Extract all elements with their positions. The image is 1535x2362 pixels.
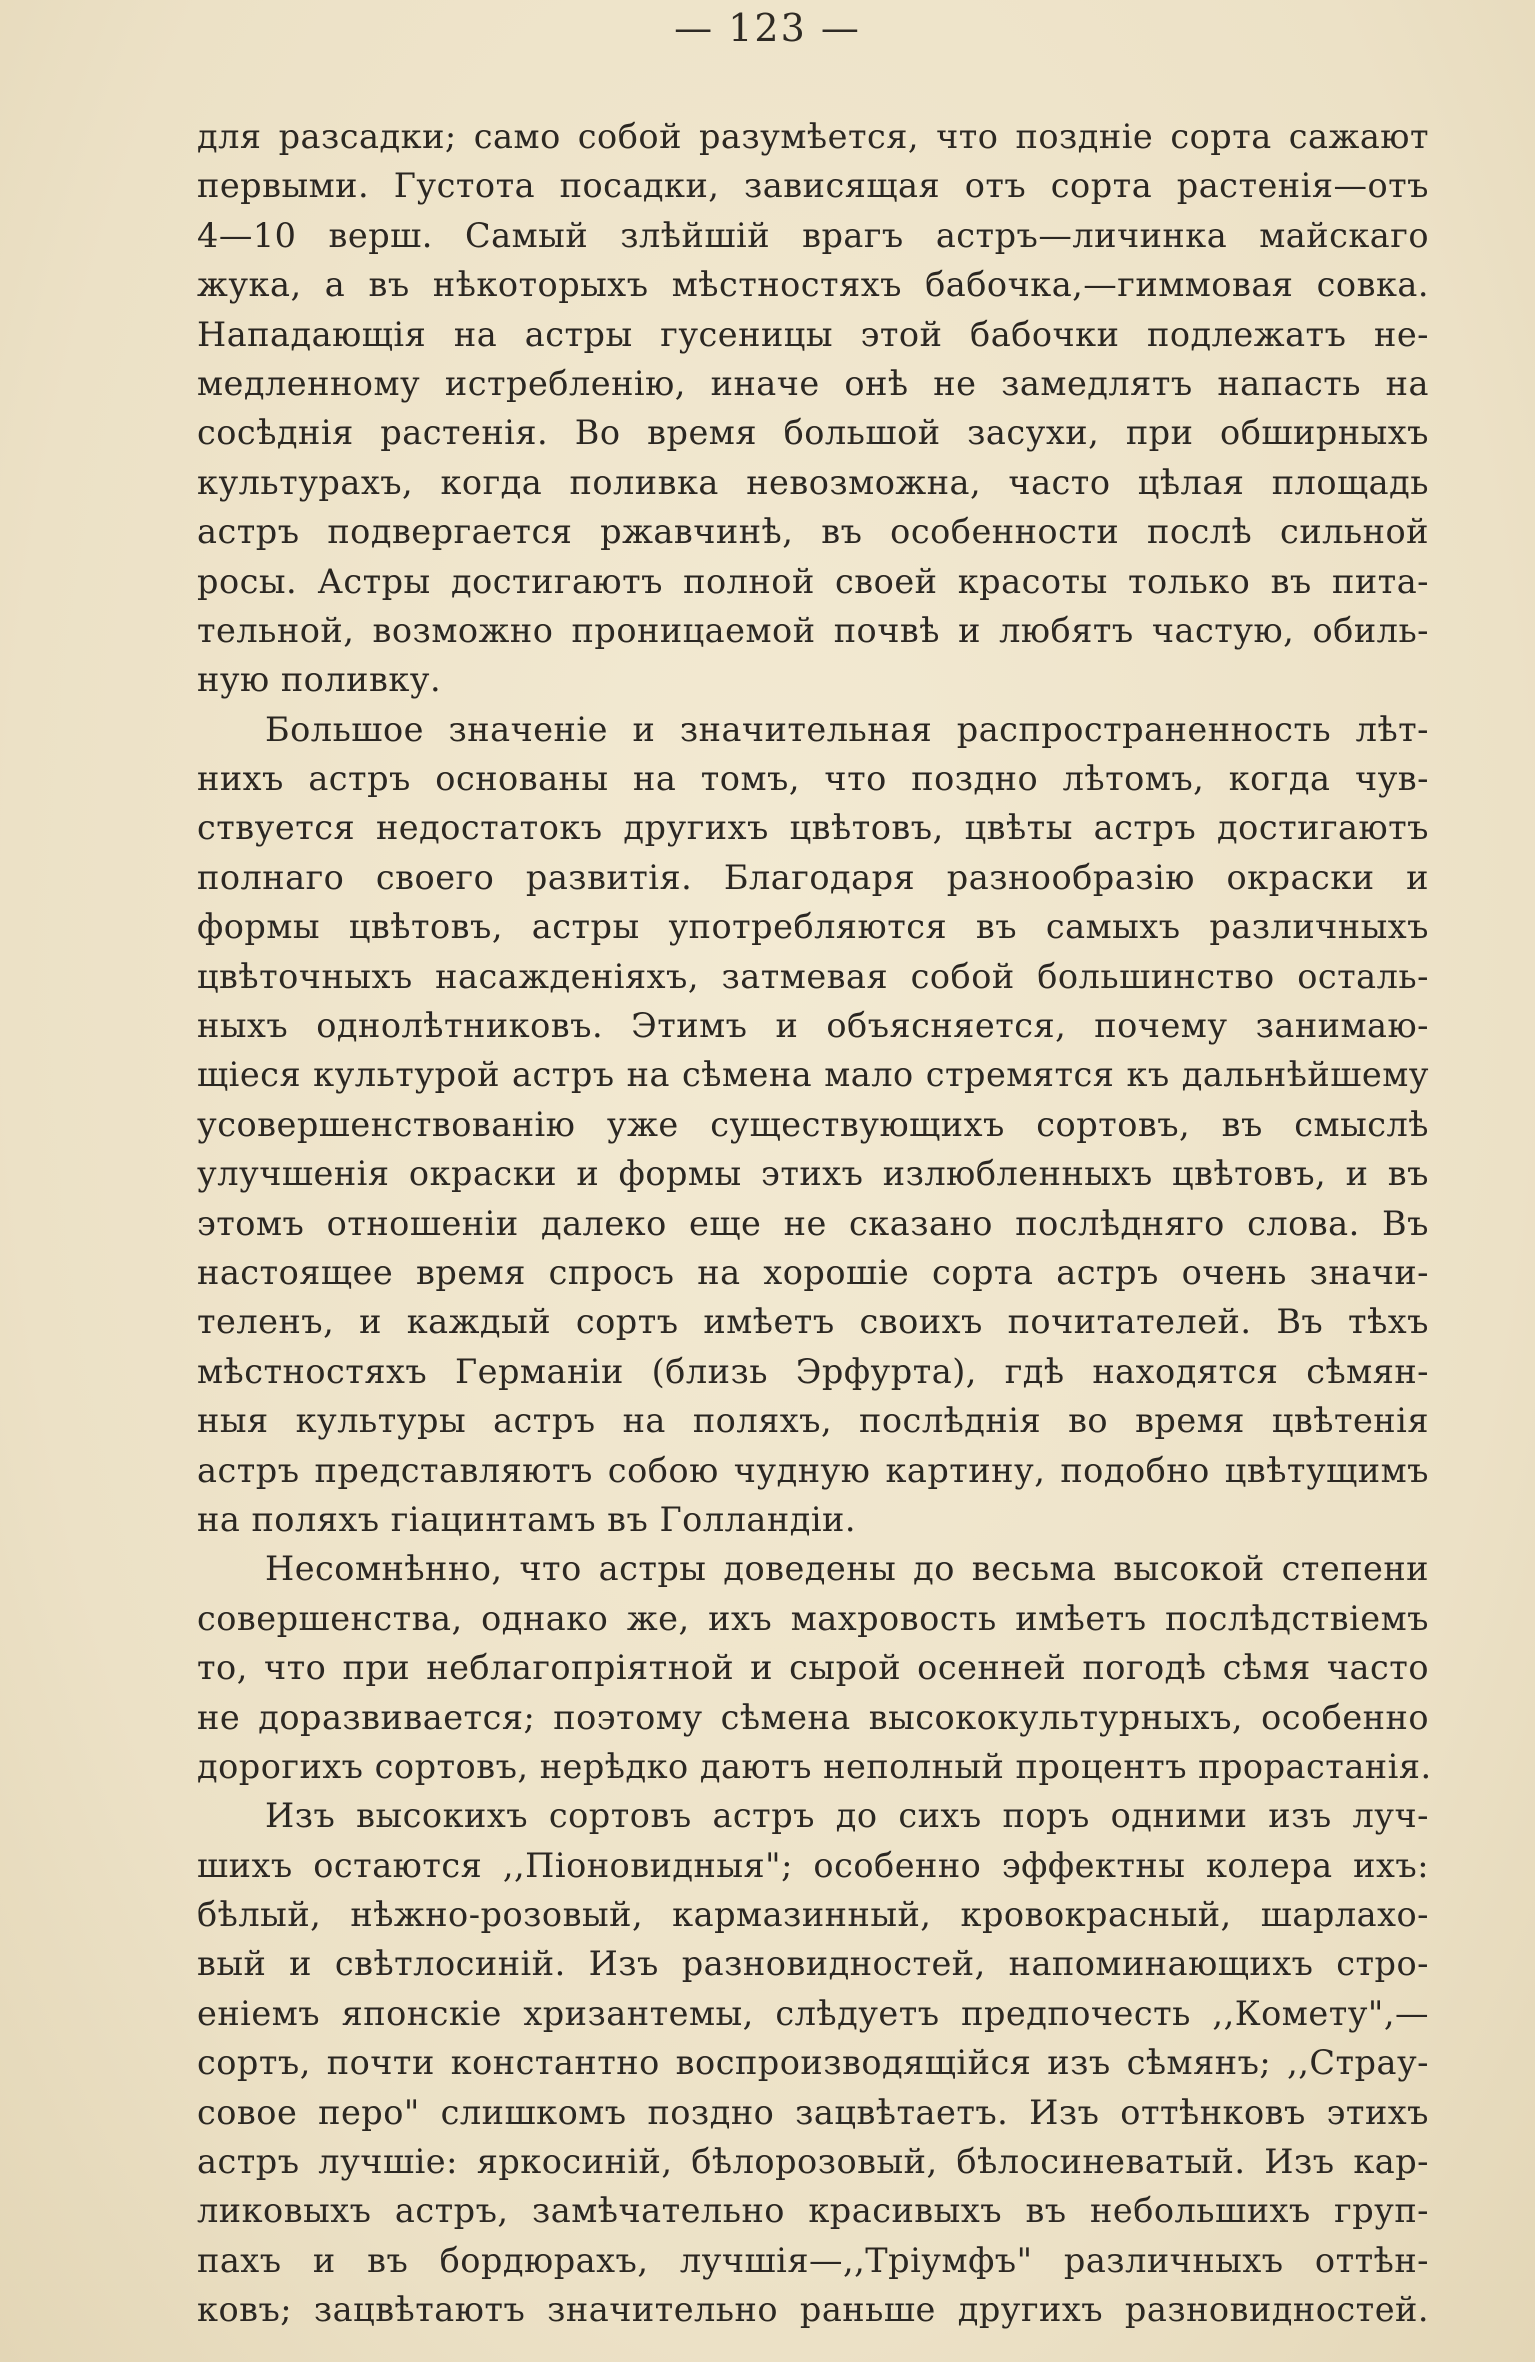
text-line: шихъ остаются ,,Піоновидныя"; особенно эффектны колера ихъ: [197,1845,1429,1885]
text-line: тельной, возможно проницаемой почвѣ и любятъ частую, обиль- [197,610,1429,650]
text-line: теленъ, и каждый сортъ имѣетъ своихъ почитателей. Въ тѣхъ [197,1302,1429,1342]
text-line: астръ представляютъ собою чудную картину, подобно цвѣтущимъ [197,1450,1429,1490]
text-line: жука, а въ нѣкоторыхъ мѣстностяхъ бабочка,—гиммовая совка. [197,265,1429,305]
text-line: астръ лучшіе: яркосиній, бѣлорозовый, бѣлосиневатый. Изъ кар- [197,2142,1429,2182]
text-line: ныхъ однолѣтниковъ. Этимъ и объясняется, почему занимаю- [197,1006,1429,1046]
text-line: совое перо" слишкомъ поздно зацвѣтаетъ. Изъ оттѣнковъ этихъ [197,2092,1429,2132]
text-line: первыми. Густота посадки, зависящая отъ сорта растенія—отъ [197,166,1429,206]
text-line: бѣлый, нѣжно-розовый, кармазинный, кровокрасный, шарлахо- [197,1895,1429,1935]
text-line: Большое значеніе и значительная распространенность лѣт- [265,709,1429,749]
text-line: астръ подвергается ржавчинѣ, въ особенности послѣ сильной [197,512,1429,552]
text-line: ствуется недостатокъ другихъ цвѣтовъ, цвѣты астръ достигаютъ [197,808,1429,848]
text-line: пахъ и въ бордюрахъ, лучшія—,,Тріумфъ" различныхъ оттѣн- [197,2240,1429,2280]
text-line: усовершенствованію уже существующихъ сортовъ, въ смыслѣ [197,1104,1429,1144]
text-line: ную поливку. [197,660,442,700]
text-line: для разсадки; само собой разумѣется, что поздніе сорта сажают [197,117,1429,156]
page-number: — 123 — [674,6,861,50]
text-line: вый и свѣтлосиній. Изъ разновидностей, напоминающихъ стро- [197,1944,1429,1984]
text-line: то, что при неблагопріятной и сырой осенней погодѣ сѣмя часто [197,1648,1429,1688]
text-line: нихъ астръ основаны на томъ, что поздно лѣтомъ, когда чув- [197,759,1429,799]
text-line: полнаго своего развитія. Благодаря разнообразію окраски и [197,857,1429,897]
text-line: этомъ отношеніи далеко еще не сказано послѣдняго слова. Въ [197,1203,1429,1243]
text-line: формы цвѣтовъ, астры употребляются въ самыхъ различныхъ [197,907,1429,947]
text-line: настоящее время спросъ на хорошіе сорта астръ очень значи- [197,1252,1429,1292]
text-line: медленному истребленію, иначе онѣ не замедлятъ напасть на [197,363,1429,403]
text-line: совершенства, однако же, ихъ махровость имѣетъ послѣдствіемъ [197,1598,1429,1638]
text-line: ныя культуры астръ на поляхъ, послѣднія во время цвѣтенія [197,1401,1429,1441]
text-line: культурахъ, когда поливка невозможна, часто цѣлая площадь [197,462,1429,502]
text-line: сортъ, почти константно воспроизводящійся изъ сѣмянъ; ,,Страу- [197,2043,1429,2083]
text-line: Изъ высокихъ сортовъ астръ до сихъ поръ одними изъ луч- [265,1796,1429,1836]
text-line: Несомнѣнно, что астры доведены до весьма высокой степени [265,1549,1429,1589]
text-line: улучшенія окраски и формы этихъ излюбленныхъ цвѣтовъ, и въ [197,1154,1429,1194]
text-line: ликовыхъ астръ, замѣчательно красивыхъ въ небольшихъ груп- [197,2191,1429,2231]
text-line: Нападающія на астры гусеницы этой бабочки подлежатъ не- [197,314,1429,354]
text-line: 4—10 верш. Самый злѣйшій врагъ астръ—личинка майскаго [197,215,1429,255]
text-line: на поляхъ гіацинтамъ въ Голландіи. [197,1499,857,1539]
text-line: сосѣднія растенія. Во время большой засухи, при обширныхъ [197,413,1429,453]
body-text [197,112,1432,2335]
text-line: ковъ; зацвѣтаютъ значительно раньше другихъ разновидностей. [197,2290,1429,2330]
text-line: мѣстностяхъ Германіи (близь Эрфурта), гдѣ находятся сѣмян- [197,1351,1429,1391]
text-line: цвѣточныхъ насажденіяхъ, затмевая собой большинство осталь- [197,956,1429,996]
text-line: дорогихъ сортовъ, нерѣдко даютъ неполный процентъ прорастанія. [197,1746,1432,1786]
text-line: щіеся культурой астръ на сѣмена мало стремятся къ дальнѣйшему [197,1055,1429,1095]
text-line: росы. Астры достигаютъ полной своей красоты только въ пита- [197,561,1429,601]
text-line: не доразвивается; поэтому сѣмена высококультурныхъ, особенно [197,1697,1429,1737]
text-line: еніемъ японскіе хризантемы, слѣдуетъ предпочесть ,,Комету",— [197,1993,1429,2033]
